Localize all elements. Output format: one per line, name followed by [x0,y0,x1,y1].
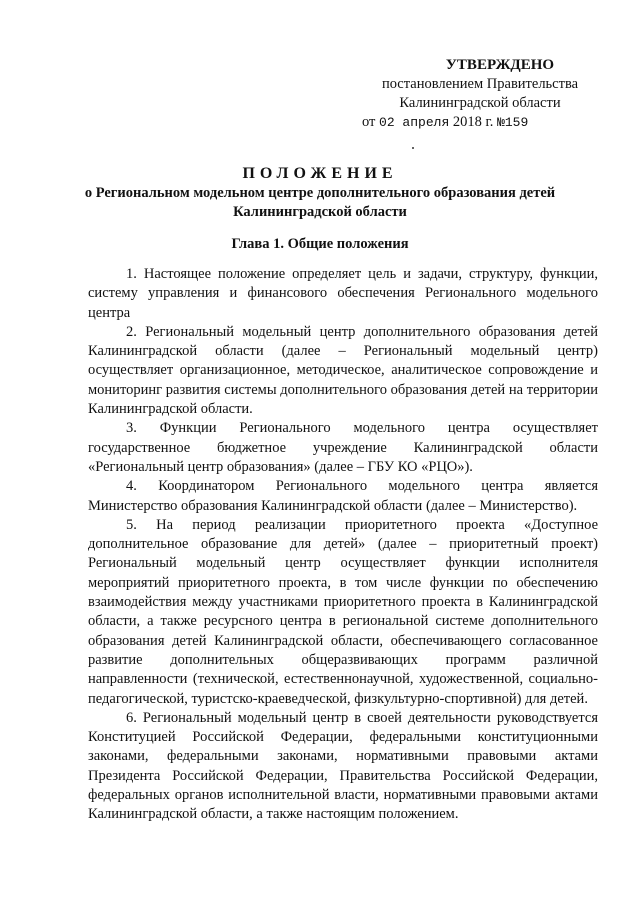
document-subtitle-line-2: Калининградской области [233,204,407,220]
paragraph-2: 2. Региональный модельный центр дополнительного образования детей Калининградской области (далее – Региональный модельный центр) осуществляет организационное, методическое, аналитическое сопровождение и мониторинг развития системы дополнительного образования детей на территории Калининградской области. [88,323,598,418]
paragraph-5: 5. На период реализации приоритетного проекта «Доступное дополнительное образование для детей» (далее – приоритетный проект) Региональный модельный центр осуществляет функции исполнителя мероприятий приоритетного проекта, в том числе функции по обеспечению взаимодействия между участниками приоритетного проекта в Калининградской области, а также ресурсного центра в региональной системе дополнительного образования детей Калининградской области, обеспечивающего согласованное развитие дополнительных общеразвивающих программ различной направленности (технической, естественнонаучной, художественной, социально-педагогической, туристско-краеведческой, физкультурно-спортивной) для детей. [88,516,598,707]
document-title: ПОЛОЖЕНИЕ [242,165,398,182]
approval-stamp [360,56,600,132]
paragraph-6: 6. Региональный модельный центр в своей деятельности руководствуется Конституцией Российской Федерации, федеральными конституционными законами, федеральными законами, нормативными правовыми актами Президента Российской Федерации, Правительства Российской Федерации, федеральных органов исполнительной власти, нормативными правовыми актами Калининградской области, а также настоящим положением. [88,709,598,823]
approval-date-year: 2018 г. [452,114,494,130]
chapter-heading: Глава 1. Общие положения [231,236,409,252]
approval-date-prefix: от [362,114,376,130]
document-title-block [80,164,560,222]
approval-date-line [362,113,600,132]
paragraph-4: 4. Координатором Регионального модельного центра является Министерство образования Калининградской области (далее – Министерство). [88,478,598,514]
approval-date-day-month: 02 апреля [379,115,450,130]
paragraph-1: 1. Настоящее положение определяет цель и задачи, структуру, функции, систему управления и финансового обеспечения Регионального модельного центра [88,266,598,321]
document-body [88,265,598,825]
paragraph-3: 3. Функции Регионального модельного центра осуществляет государственное бюджетное учреждение Калининградской области «Региональный центр образования» (далее – ГБУ КО «РЦО»). [88,420,598,475]
document-subtitle-line-1: о Региональном модельном центре дополнительного образования детей [84,185,556,201]
approval-number: №159 [497,115,529,130]
approval-line-2: Калининградской области [399,95,561,111]
approval-line-1: постановлением Правительства [381,76,579,92]
approval-heading: УТВЕРЖДЕНО [445,57,555,73]
scan-dot [412,147,414,149]
